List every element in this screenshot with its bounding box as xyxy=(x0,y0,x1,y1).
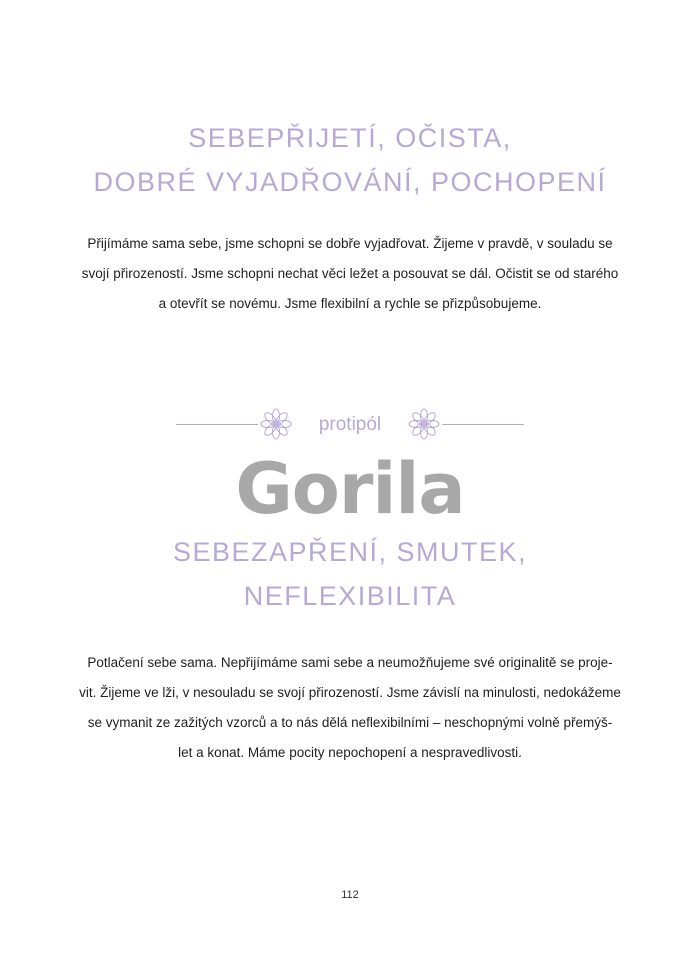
paragraph-line: a otevřít se novému. Jsme flexibilní a rychle se přizpůsobujeme. xyxy=(158,296,542,311)
page-number: 112 xyxy=(341,889,359,901)
paragraph-line: let a konat. Máme pocity nepochopení a nespravedlivosti. xyxy=(178,745,522,760)
divider-line-right xyxy=(442,424,524,425)
paragraph-line: vit. Žijeme ve lži, v nesouladu se svojí přirozeností. Jsme závislí na minulosti, nedokážeme xyxy=(79,685,621,700)
animal-name-title: Gorila xyxy=(235,448,465,530)
paragraph-line: svojí přirozeností. Jsme schopni nechat věci ležet a posouvat se dál. Očistit se od starého xyxy=(81,266,619,281)
negative-paragraph xyxy=(70,648,630,768)
paragraph-line: se vymanit ze zažitých vzorců a to nás dělá neflexibilními – neschopnými volně přemýš- xyxy=(87,715,613,730)
positive-heading xyxy=(0,116,700,204)
negative-heading-line: SEBEZAPŘENÍ, SMUTEK, xyxy=(172,537,528,567)
positive-paragraph xyxy=(70,229,630,319)
lotus-mandala-icon xyxy=(258,406,294,442)
lotus-mandala-icon xyxy=(406,406,442,442)
positive-heading-line: DOBRÉ VYJADŘOVÁNÍ, POCHOPENÍ xyxy=(93,167,607,197)
negative-heading-line: NEFLEXIBILITA xyxy=(243,581,457,611)
paragraph-line: Potlačení sebe sama. Nepřijímáme sami sebe a neumožňujeme své originalitě se proje- xyxy=(87,655,613,670)
paragraph-line: Přijímáme sama sebe, jsme schopni se dobře vyjadřovat. Žijeme v pravdě, v souladu se xyxy=(87,236,613,251)
opposite-label: protipól xyxy=(318,414,382,435)
positive-heading-line: SEBEPŘIJETÍ, OČISTA, xyxy=(188,123,512,153)
negative-heading xyxy=(0,530,700,618)
divider-line-left xyxy=(176,424,258,425)
